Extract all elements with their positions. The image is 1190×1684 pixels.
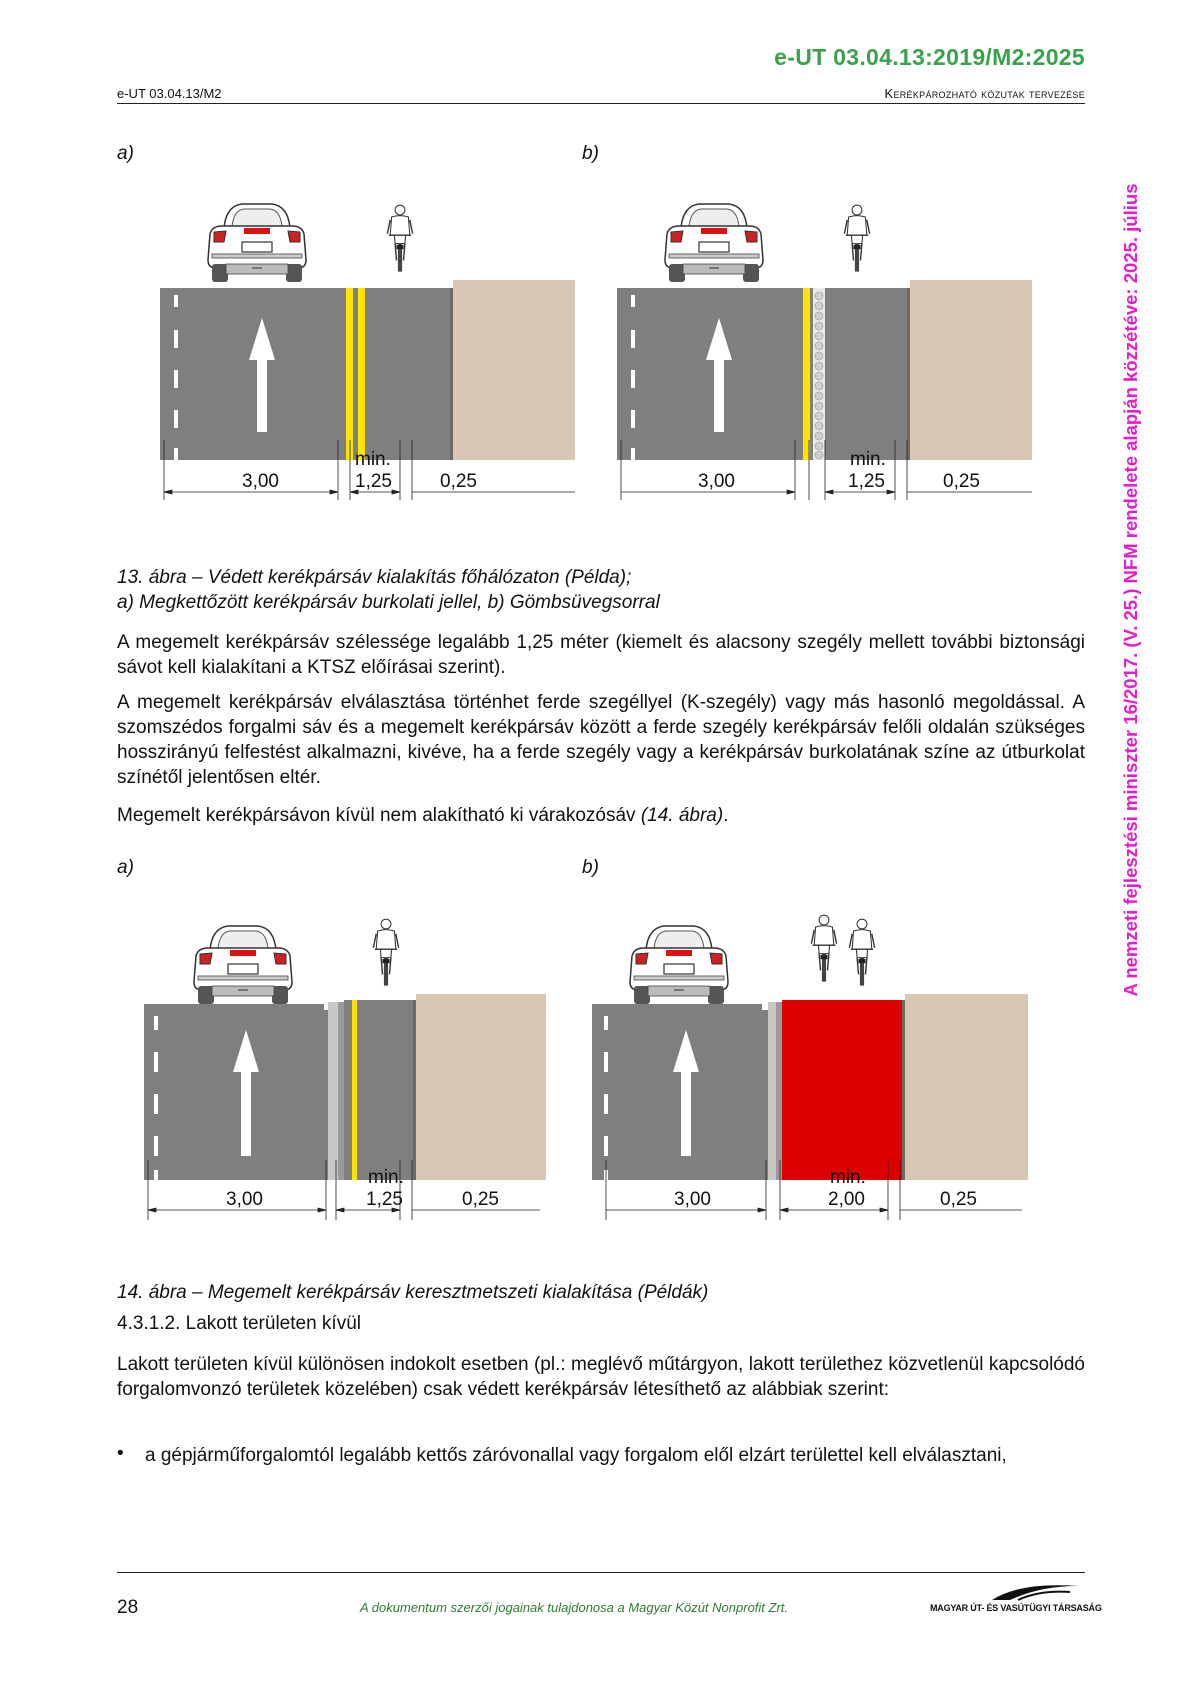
fig14a-cross-section (144, 919, 546, 1180)
fig14-label-a: a) (117, 857, 134, 878)
figure-ref: (14. ábra) (640, 805, 724, 826)
fig13-drawing (160, 170, 1160, 540)
car-icon (208, 204, 306, 282)
fig14a-dim-min: min. (368, 1167, 404, 1188)
footer-rule (117, 1572, 1085, 1573)
car-icon (194, 926, 292, 1004)
paragraph-1: A megemelt kerékpársáv szélessége legalább 1,25 méter (kiemelt és alacsony szegély mellett további biztonsági sávot kell kialakítani a KTSZ előírásai szerint). (117, 632, 1085, 678)
fig14b-dim-lane: 3,00 (674, 1189, 711, 1210)
fig14a-dim-side: 0,25 (462, 1189, 499, 1210)
paragraph-3: Megemelt kerékpársávon kívül nem alakítható ki várakozósáv (14. ábra). (117, 805, 729, 826)
header-right: Kerékpározható közutak tervezése (884, 86, 1085, 101)
document-code: e-UT 03.04.13:2019/M2:2025 (774, 44, 1085, 70)
fig14-drawing (140, 880, 1100, 1260)
fig13b-dim-side: 0,25 (943, 471, 980, 492)
fig13b-dim-lane: 3,00 (698, 471, 735, 492)
fig14b-cross-section (592, 915, 1028, 1180)
header-left: e-UT 03.04.13/M2 (117, 86, 222, 101)
cyclist-icon (844, 205, 869, 272)
traffic-lane (144, 1010, 328, 1180)
fig14-label-b: b) (582, 857, 599, 878)
car-icon (630, 926, 728, 1004)
k-curb (328, 1002, 338, 1180)
traffic-lane (160, 288, 450, 460)
copyright-note: A dokumentum szerzői jogainak tulajdonosa a Magyar Közút Nonprofit Zrt. (360, 1600, 789, 1615)
page-number: 28 (117, 1597, 139, 1618)
fig13a-dim-bike: 1,25 (355, 471, 392, 492)
yellow-line (803, 288, 810, 460)
cyclist-icon (811, 915, 836, 982)
red-bike-lane (782, 1000, 902, 1180)
bullet-item: a gépjárműforgalomtól legalább kettős záróvonallal vagy forgalom elől elzárt területtel kell elválasztani, (145, 1445, 1007, 1466)
sidewalk (910, 280, 1032, 460)
side-publication-note: A nemzeti fejlesztési miniszter 16/2017. (V. 25.) NFM rendelete alapján közzétéve: 2025. július (1120, 183, 1141, 997)
paragraph-2: A megemelt kerékpársáv elválasztása történhet ferde szegéllyel (K-szegély) vagy más hasonló megoldással. A szomszédos forgalmi sáv és a megemelt kerékpársáv között a ferde szegély kerékpársáv felőli oldalán szükséges hosszirányú felfestést alkalmazni, kivéve, ha a ferde szegély vagy a kerékpársáv burkolatának színe az útburkolat színétől jelentősen eltér. (117, 692, 1085, 788)
header-rule (117, 103, 1085, 104)
fig13-caption-line2: a) Megkettőzött kerékpársáv burkolati jellel, b) Gömbsüvegsorral (117, 592, 660, 613)
fig14b-dim-side: 0,25 (940, 1189, 977, 1210)
cyclist-icon (849, 919, 874, 986)
yellow-line-2 (358, 288, 365, 460)
fig13-caption-line1: 13. ábra – Védett kerékpársáv kialakítás főhálózaton (Példa); (117, 567, 632, 588)
fig13b-cross-section (617, 204, 1032, 460)
fig14-caption: 14. ábra – Megemelt kerékpársáv keresztmetszeti kialakítása (Példák) (117, 1282, 709, 1303)
sidewalk (453, 280, 575, 460)
fig13a-dim-side: 0,25 (440, 471, 477, 492)
car-icon (665, 204, 763, 282)
fig14a-dim-lane: 3,00 (226, 1189, 263, 1210)
cyclist-icon (373, 919, 398, 986)
fig13b-dim-bike: 1,25 (848, 471, 885, 492)
section-heading: 4.3.1.2. Lakott területen kívül (117, 1313, 361, 1334)
fig13-label-b: b) (582, 143, 599, 164)
paragraph-4: Lakott területen kívül különösen indokolt esetben (pl.: meglévő műtárgyon, lakott területhez közvetlenül kapcsolódó forgalomvonzó területek közelében) csak védett kerékpársáv létesíthető az alábbiak szerint: (117, 1354, 1085, 1400)
sidewalk (416, 994, 546, 1180)
fig14b-dim-bike: 2,00 (828, 1189, 865, 1210)
traffic-lane (592, 1010, 768, 1180)
cyclist-icon (387, 205, 412, 272)
roadmarker-row (815, 292, 823, 459)
fig13a-dim-lane: 3,00 (242, 471, 279, 492)
sidewalk (905, 994, 1028, 1180)
fig13-label-a: a) (117, 143, 134, 164)
yellow-line-1 (346, 288, 353, 460)
bullet-marker: • (117, 1443, 124, 1464)
traffic-lane (617, 288, 907, 460)
k-curb (768, 1002, 776, 1180)
company-logo-text: MAGYAR ÚT- ÉS VASÚTÜGYI TÁRSASÁG (930, 1603, 1102, 1613)
fig13a-cross-section (160, 204, 575, 460)
fig13b-dim-min: min. (850, 449, 886, 470)
fig14b-dim-min: min. (830, 1167, 866, 1188)
fig14a-dim-bike: 1,25 (366, 1189, 403, 1210)
logo-swoosh-icon (990, 1580, 1080, 1602)
yellow-line (352, 1000, 357, 1180)
fig13a-dim-min: min. (355, 449, 391, 470)
